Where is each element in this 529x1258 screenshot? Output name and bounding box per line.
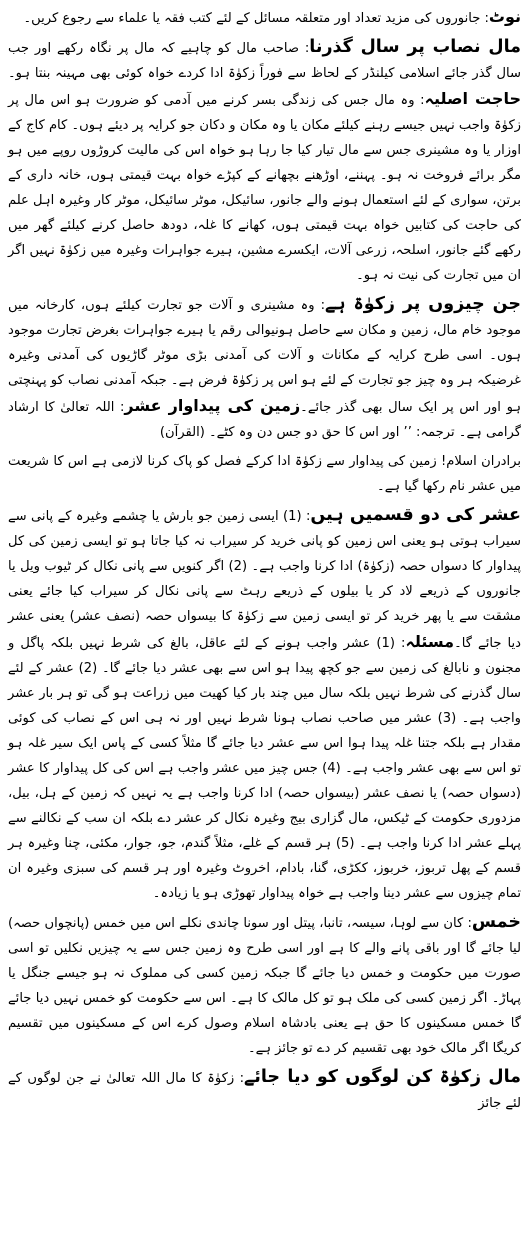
zakat-items-heading: جن چیزوں پر زکوٰۃ ہے — [325, 294, 521, 314]
note-heading: نوٹ — [488, 7, 521, 26]
ushr-intro-paragraph: برادران اسلام! زمین کی پیداوار سے زکوٰۃ ادا کرکے فصل کو پاک کرنا لازمی ہے اس کا شریعت میں عشر نام رکھا گیا ہے۔ — [8, 454, 521, 494]
zakat-items-paragraph — [8, 292, 521, 445]
khums-paragraph — [8, 910, 521, 1061]
land-produce-heading: زمین کی پیداوار عشر — [124, 396, 301, 415]
ushr-types-heading: عشر کی دو قسمیں ہیں — [310, 505, 521, 525]
basic-needs-body: : وہ مال جس کی زندگی بسر کرنے میں آدمی کو ضرورت ہو اس مال پر زکوٰۃ واجب نہیں جیسے رہنے کیلئے مکان یا وہ مکان و دکان جو کرایہ پر دیئے ہوں۔ کام کاج کے اوزار یا وہ مشینری جس سے مال تیار کیا جا رہا ہو خواہ اس کی مالیت کروڑوں روپے میں ہو مگر برائے فروخت نہ ہو۔ پہننے، اوڑھنے بچھانے کے کپڑے خواہ بہت قیمتی ہوں، خانہ داری کے برتن، سواری کے لئے استعمال ہونے والے جانور، سائیکل، موٹر سائیکل، موٹر کار وغیرہ اہل علم کی حاجت کی کتابیں خواہ بہت قیمتی ہوں، کھانے کا غلہ، دودھ حاصل کرنے کیلئے گھر میں رکھے گئے جانور، اسلحہ، زرعی آلات، ایکسرے مشین، ہیرے جواہرات وغیرہ میں زکوٰۃ نہیں اگر ان میں تجارت کی نیت نہ ہو۔ — [8, 93, 521, 283]
recipients-paragraph — [8, 1065, 521, 1116]
khums-body: : کان سے لوہا، سیسہ، تانبا، پیتل اور سونا چاندی نکلے اس میں خمس (پانچواں حصہ) لیا جائے گا اور باقی پانے والے کا ہے اور اسی طرح وہ زمین جس سے یہ چیزیں نکلیں تو اسی صورت میں حکومت و خمس دیا جائے گا جبکہ زمین کسی کی مملوک نہ ہو جیسے جنگل یا پہاڑ۔ اگر زمین کسی کی ملک ہو تو کل مالک کا ہے۔ اس سے حکومت کو خمس نہیں دیا جائے گا خمس مسکینوں کا حق ہے یعنی بادشاہ اسلام وصول کرے اس کے مسکینوں میں تقسیم کریگا اگر مالک خود بھی تقسیم کر دے تو جائز ہے۔ — [8, 916, 521, 1056]
ushr-types-paragraph — [8, 503, 521, 906]
recipients-heading: مال زکوٰۃ کن لوگوں کو دیا جائے — [244, 1067, 521, 1087]
ushr-types-body: : (1) ایسی زمین جو بارش یا چشمے وغیرہ کے پانی سے سیراب ہوتی ہو یعنی اس زمین کو پانی خرید کر سیراب نہ کیا جاتا ہو تو ایسی زمین کی کل پیداوار کا دسواں حصہ (زکوٰۃ) ادا کرنا واجب ہے۔ (2) اگر کنویں سے پانی نکال کر ٹیوب ویل یا جانوروں کے ذریعے لاد کر یا بیلوں کے ذریعے رہٹ سے پانی نکال کر سیراب کیا جائے یعنی مشقت سے یا پھر خرید کر تو ایسی زمین سے زکوٰۃ کا بیسواں حصہ (نصف عشر) یعنی عشر دیا جائے گا۔ — [8, 509, 521, 651]
khums-heading: خمس — [471, 912, 521, 932]
nisab-year-body: : صاحب مال کو چاہیے کہ مال پر نگاہ رکھے اور جب سال گذر جائے اسلامی کیلنڈر کے لحاظ سے فوراً زکوٰۃ ادا کردے خواہ کوئی بھی مہینہ بنتا ہو۔ — [8, 41, 521, 81]
masala-heading: مسئلہ — [405, 632, 455, 651]
masala-body: : (1) عشر واجب ہونے کے لئے عاقل، بالغ کی شرط نہیں بلکہ پاگل و مجنون و نابالغ کی زمین سے جو کچھ پیدا ہو اس سے بھی عشر دیا جائے گا۔ (2) عشر کے لئے سال گذرنے کی شرط نہیں بلکہ سال میں چند بار کیا کھیت میں زراعت ہو گی تو ہر بار عشر واجب ہے۔ (3) عشر میں صاحب نصاب ہونا شرط نہیں اور نہ ہی اس کے نصاب کی کوئی مقدار ہے بلکہ جتنا غلہ پیدا ہوا اس سے عشر دیا جائے گا مثلاً کسی کے پاس ایک سیر غلہ ہو تو اس سے بھی عشر واجب ہے۔ (4) جس چیز میں عشر واجب ہے اس کی کل پیداوار کا عشر (دسواں حصہ) یا نصف عشر (بیسواں حصہ) ادا کرنا واجب ہے یہ نہیں کہ زمین کے ہل، بیل، مزدوری حکومت کے ٹیکس، مال گزاری بیج وغیرہ نکال کر عشر دے بلکہ ان سب کے نکالنے سے پہلے عشر ادا کرنا واجب ہے۔ (5) ہر قسم کے غلے، مثلاً گندم، جو، جوار، مکئی، چنا وغیرہ ہر قسم کے پھل تربوز، خربوز، ککڑی، گنا، بادام، اخروٹ وغیرہ اور ہر قسم کی سبزی وغیرہ ان تمام چیزوں سے عشر دینا واجب ہے خواہ پیداوار تھوڑی ہو یا زیادہ۔ — [8, 636, 522, 901]
zakat-items-body: : وہ مشینری و آلات جو تجارت کیلئے ہوں، کارخانہ میں موجود خام مال، زمین و مکان سے حاصل ہونیوالی رقم یا ہیرے جواہرات بغرض تجارت موجود ہوں۔ اسی طرح کرایہ کے مکانات و آلات کی آمدنی بڑی موٹر گاڑیوں کی آمدنی وغیرہ غرضیکہ ہر وہ چیز جو تجارت کے لئے ہو اس پر زکوٰۃ فرض ہے۔ جبکہ آمدنی نصاب کو پہنچتی ہو اور اس پر ایک سال بھی گذر جائے۔ — [8, 298, 522, 415]
nisab-year-heading: مال نصاب پر سال گذرنا — [309, 37, 521, 57]
nisab-year-paragraph — [8, 35, 521, 288]
note-body: : جانوروں کی مزید تعداد اور متعلقہ مسائل کے لئے کتب فقہ یا علماء سے رجوع کریں۔ — [23, 11, 489, 26]
note-paragraph — [8, 4, 521, 31]
land-produce-body: : اللہ تعالیٰ کا ارشاد گرامی ہے۔ ترجمہ: ’’ اور اس کا حق دو جس دن وہ کٹے۔ (القرآن) — [8, 400, 521, 440]
basic-needs-heading: حاجت اصلیہ — [424, 89, 521, 108]
recipients-body: : زکوٰۃ کا مال اللہ تعالیٰ نے جن لوگوں کے لئے جائز — [8, 1071, 521, 1111]
